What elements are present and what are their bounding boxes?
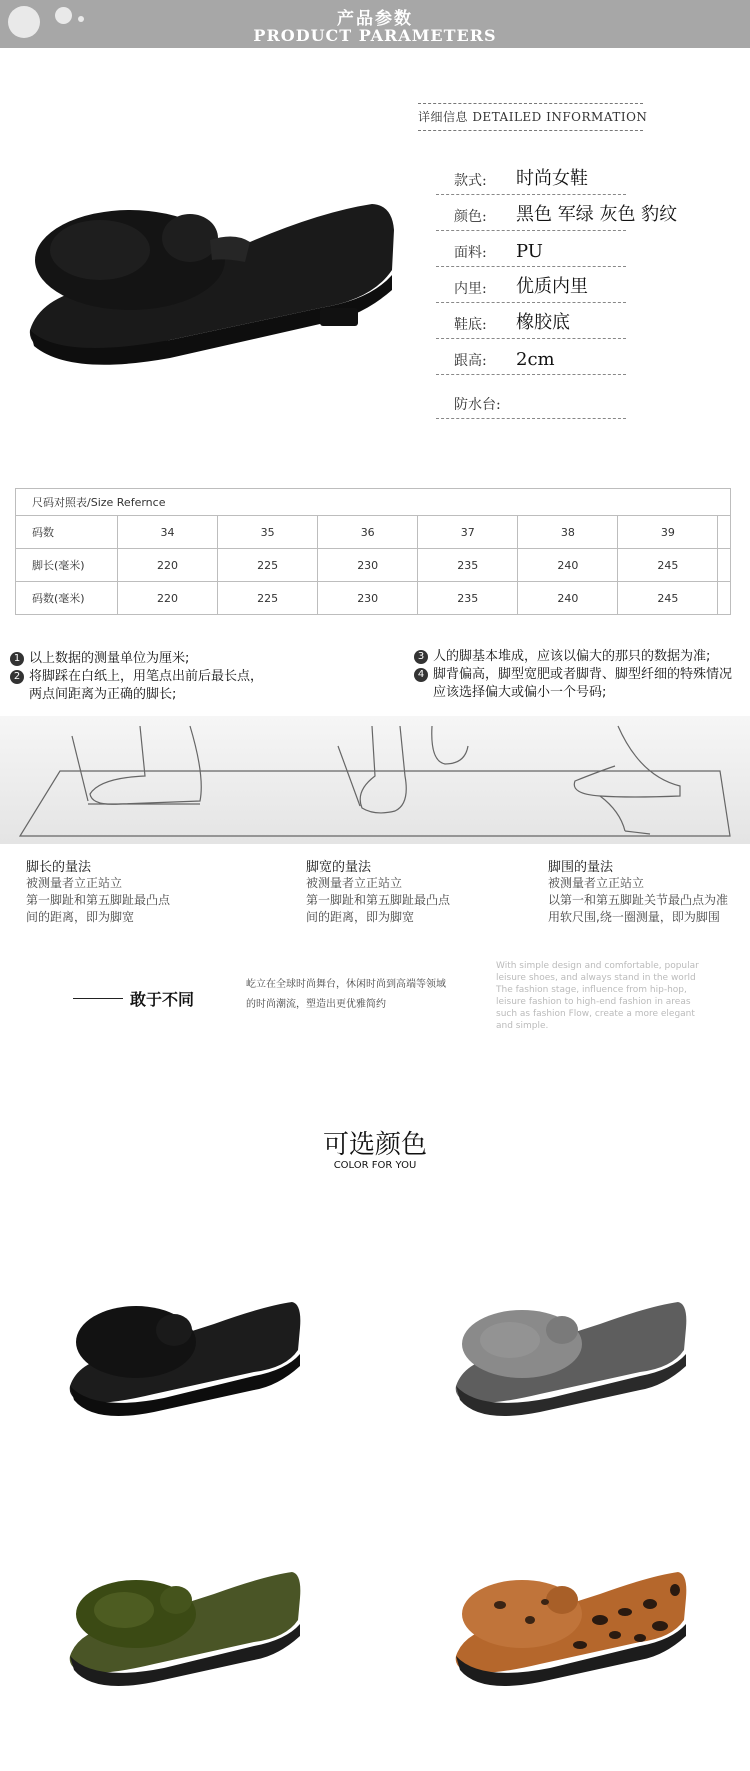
- slogan-text-en: With simple design and comfortable, popular leisure shoes, and always stand in the world The fashion stage, influence from hip-hop, leisure fashion to high-end fashion in areas such as fashion Flow, create a more elegant and simple.: [496, 961, 699, 1031]
- spec-row-lining: [436, 266, 626, 303]
- note-text: 将脚踩在白纸上，用笔点出前后最长点，: [29, 669, 264, 684]
- spec-row-material: [436, 230, 626, 267]
- measure-title: 脚围的量法: [548, 860, 614, 875]
- slogan-line: 的时尚潮流，塑造出更优雅简约: [246, 999, 386, 1010]
- slogan-divider: [73, 998, 123, 999]
- table-row: [16, 549, 731, 582]
- spec-value: 2cm: [516, 349, 555, 370]
- cell: 240: [518, 582, 618, 615]
- spec-value: 时尚女鞋: [516, 168, 588, 189]
- row-label: 码数: [16, 516, 118, 549]
- measure-line: 间的距离，即为脚宽: [306, 910, 415, 924]
- spec-value: 优质内里: [516, 276, 588, 297]
- spec-key: 跟高:: [454, 353, 487, 369]
- measure-width: [306, 856, 450, 926]
- slogan-text-cn: [246, 975, 446, 1015]
- table-row: [16, 582, 731, 615]
- measure-title: 脚长的量法: [26, 860, 92, 875]
- product-image-black-variant: [64, 1290, 304, 1420]
- cell: 220: [118, 582, 218, 615]
- cell: 245: [618, 582, 718, 615]
- cell: 235: [418, 549, 518, 582]
- note-3: [414, 648, 710, 666]
- cell: 35: [218, 516, 318, 549]
- cell: 225: [218, 549, 318, 582]
- number-badge-icon: 4: [414, 668, 428, 682]
- cell: [718, 582, 731, 615]
- table-row: [16, 516, 731, 549]
- cell: [718, 516, 731, 549]
- cell: [718, 549, 731, 582]
- slogan-title: 敢于不同: [130, 990, 195, 1009]
- cell: 39: [618, 516, 718, 549]
- cell: 225: [218, 582, 318, 615]
- info-top-rule: [418, 103, 643, 104]
- product-image-leopard-variant: [450, 1560, 690, 1690]
- spec-row-sole: [436, 302, 626, 339]
- note-1: [10, 650, 189, 668]
- spec-key: 颜色:: [454, 209, 487, 225]
- row-label: 脚长(毫米): [16, 549, 118, 582]
- spec-value: 橡胶底: [516, 312, 570, 333]
- measure-line: 被测量者立正站立: [548, 876, 645, 890]
- measure-title: 脚宽的量法: [306, 860, 372, 875]
- spec-row-heel: [436, 338, 626, 375]
- measure-line: 第一脚趾和第五脚趾最凸点: [306, 893, 451, 907]
- header-title-cn: 产品参数: [337, 9, 413, 29]
- number-badge-icon: 3: [414, 650, 428, 664]
- spec-key: 防水台:: [454, 397, 501, 413]
- note-4-cont: 应该选择偏大或偏小一个号码;: [433, 685, 607, 700]
- spec-key: 面料:: [454, 245, 487, 261]
- slogan-line: 屹立在全球时尚舞台，休闲时尚到高端等领域: [246, 979, 446, 990]
- measure-girth: [548, 856, 728, 926]
- note-text: 以上数据的测量单位为厘米;: [29, 651, 190, 666]
- measure-line: 第一脚趾和第五脚趾最凸点: [26, 893, 171, 907]
- cell: 235: [418, 582, 518, 615]
- cell: 34: [118, 516, 218, 549]
- cell: 230: [318, 549, 418, 582]
- cell: 36: [318, 516, 418, 549]
- spec-key: 款式:: [454, 173, 487, 189]
- note-2-cont: 两点间距离为正确的脚长;: [29, 687, 177, 702]
- size-table-caption: 尺码对照表/Size Refernce: [16, 489, 731, 516]
- cell: 230: [318, 582, 418, 615]
- number-badge-icon: 2: [10, 670, 24, 684]
- measure-line: 被测量者立正站立: [26, 876, 123, 890]
- spec-row-style: [436, 158, 626, 195]
- cell: 220: [118, 549, 218, 582]
- spec-key: 内里:: [454, 281, 487, 297]
- info-bottom-rule: [418, 130, 643, 131]
- measure-line: 以第一和第五脚趾关节最凸点为准: [548, 893, 729, 907]
- note-2: [10, 668, 263, 686]
- product-image-gray-variant: [450, 1290, 690, 1420]
- colors-title-cn: 可选颜色: [322, 1130, 427, 1160]
- product-image-olive-variant: [64, 1560, 304, 1690]
- measure-length: [26, 856, 170, 926]
- measure-line: 间的距离，即为脚宽: [26, 910, 135, 924]
- spec-value: PU: [516, 241, 543, 262]
- cell: 240: [518, 549, 618, 582]
- spec-value: 黑色 军绿 灰色 豹纹: [516, 204, 678, 225]
- cell: 37: [418, 516, 518, 549]
- note-text: 人的脚基本堆成，应该以偏大的那只的数据为准;: [433, 649, 711, 664]
- info-title: 详细信息 DETAILED INFORMATION: [418, 110, 648, 124]
- cell: 38: [518, 516, 618, 549]
- size-table: [15, 488, 731, 615]
- measure-line: 用软尺围,绕一圈测量，即为脚围: [548, 910, 720, 924]
- note-text: 脚背偏高，脚型宽肥或者脚背、脚型纤细的特殊情况: [433, 667, 733, 682]
- spec-row-color: [436, 194, 678, 231]
- product-image-black: [20, 190, 400, 380]
- foot-measure-illustration: [0, 716, 750, 844]
- spec-row-platform: [436, 382, 626, 419]
- measure-line: 被测量者立正站立: [306, 876, 403, 890]
- row-label: 码数(毫米): [16, 582, 118, 615]
- header-title-en: PRODUCT PARAMETERS: [253, 26, 497, 45]
- cell: 245: [618, 549, 718, 582]
- number-badge-icon: 1: [10, 652, 24, 666]
- note-4: [414, 666, 732, 684]
- colors-title-en: COLOR FOR YOU: [333, 1160, 417, 1171]
- spec-key: 鞋底:: [454, 317, 487, 333]
